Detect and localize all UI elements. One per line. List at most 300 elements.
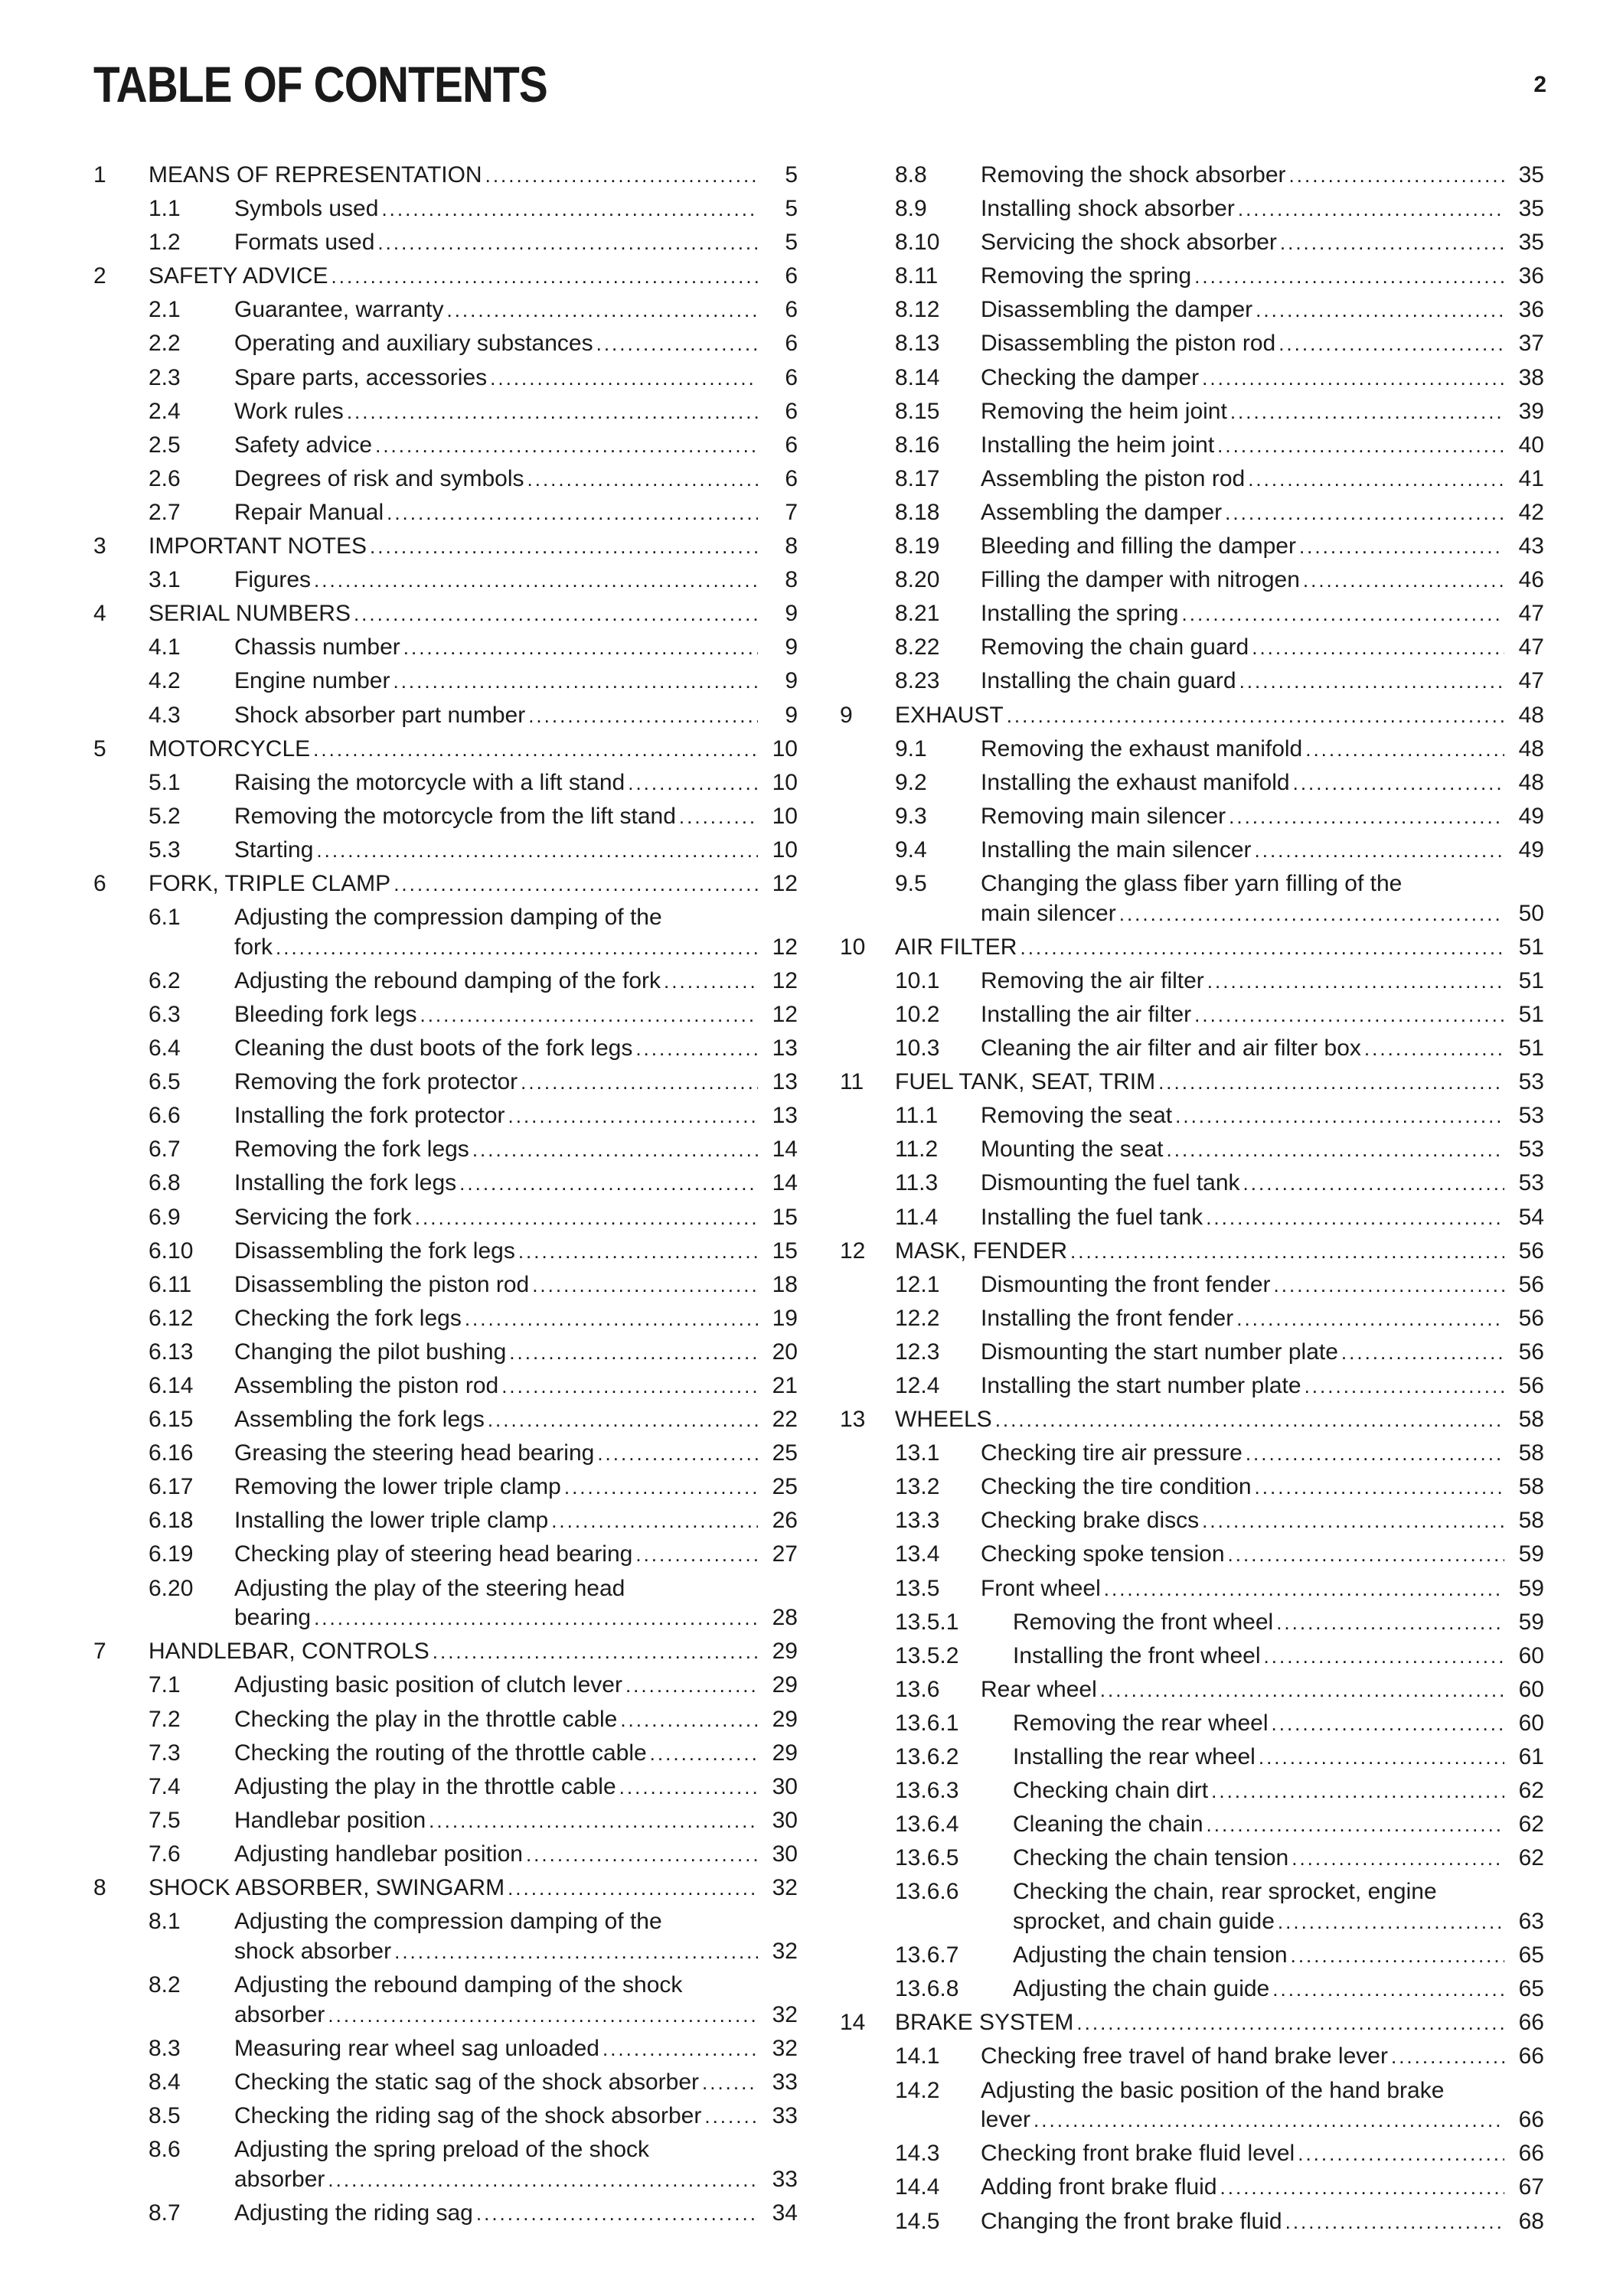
toc-entry[interactable] (93, 1135, 798, 1169)
toc-dot-leader (420, 1000, 758, 1030)
toc-entry[interactable] (93, 667, 798, 700)
toc-entry-title: Adjusting the spring preload of the shock (234, 2136, 650, 2162)
toc-entry-title: Adjusting the play of the steering head (234, 1575, 625, 1601)
toc-entry-page: 26 (772, 1508, 798, 1534)
toc-entry-number: 1.1 (149, 196, 181, 222)
toc-dot-leader (1255, 1473, 1504, 1502)
toc-dot-leader (1007, 701, 1504, 731)
toc-entry[interactable] (93, 431, 798, 465)
toc-entry[interactable] (840, 1844, 1544, 1877)
toc-entry[interactable] (93, 633, 798, 667)
toc-dot-leader (1291, 1941, 1504, 1971)
toc-entry-title: Installing the front wheel (1013, 1642, 1261, 1668)
toc-entry-number: 8.4 (149, 2069, 181, 2095)
toc-entry[interactable] (840, 1135, 1544, 1169)
toc-entry-page: 6 (785, 398, 798, 424)
toc-entry-title: Checking the play in the throttle cable (234, 1706, 618, 1732)
toc-entry-number: 8.9 (895, 196, 927, 222)
toc-entry-title: Installing shock absorber (981, 196, 1235, 222)
toc-dot-leader (314, 566, 758, 595)
toc-entry[interactable] (840, 1270, 1544, 1304)
toc-entry-title: Removing the fork protector (234, 1069, 518, 1095)
toc-entry-title: Removing the spring (981, 263, 1192, 289)
toc-entry[interactable] (840, 1506, 1544, 1540)
toc-entry-page: 21 (772, 1372, 798, 1398)
toc-entry-page: 59 (1518, 1575, 1544, 1601)
toc-entry-title: Formats used (234, 230, 375, 256)
toc-entry[interactable] (840, 802, 1544, 836)
toc-entry[interactable] (840, 768, 1544, 802)
toc-dot-leader (429, 1806, 758, 1836)
toc-dot-leader (1278, 1907, 1504, 1937)
toc-entry-number: 10.3 (895, 1035, 940, 1062)
toc-entry-title: Checking the chain tension (1013, 1845, 1289, 1871)
toc-entry-number: 13.6 (895, 1676, 940, 1702)
toc-entry[interactable] (93, 329, 798, 363)
toc-entry-number: 13.6.5 (895, 1845, 959, 1871)
toc-entry-title: EXHAUST (895, 702, 1004, 728)
toc-entry[interactable] (840, 1642, 1544, 1675)
toc-entry[interactable] (840, 1776, 1544, 1810)
toc-entry-page: 40 (1518, 432, 1544, 458)
toc-entry-title: Adjusting the play in the throttle cable (234, 1773, 616, 1799)
toc-entry-number: 8.2 (149, 1971, 181, 1998)
toc-entry[interactable] (93, 1169, 798, 1202)
toc-entry[interactable] (840, 2173, 1544, 2206)
toc-entry-title: Checking chain dirt (1013, 1778, 1209, 1804)
toc-entry[interactable] (840, 1000, 1544, 1034)
toc-entry[interactable] (93, 869, 798, 903)
toc-entry-title: AIR FILTER (895, 934, 1017, 960)
toc-entry-title: Installing the main silencer (981, 837, 1252, 863)
toc-entry[interactable] (840, 2042, 1544, 2076)
toc-entry-number: 3.1 (149, 567, 181, 593)
toc-entry[interactable] (93, 1371, 798, 1405)
toc-entry-title: Removing the lower triple clamp (234, 1474, 561, 1500)
toc-entry[interactable] (93, 1705, 798, 1739)
toc-entry[interactable] (93, 836, 798, 869)
toc-entry-title: Adjusting basic position of clutch lever (234, 1672, 622, 1698)
toc-entry-number: 5 (93, 735, 106, 762)
toc-entry-page: 29 (772, 1672, 798, 1698)
toc-entry-page: 51 (1518, 1035, 1544, 1062)
toc-entry-number: 5.3 (149, 837, 181, 863)
toc-entry-page: 25 (772, 1440, 798, 1466)
page-title: TABLE OF CONTENTS (93, 56, 547, 113)
toc-entry[interactable] (840, 1473, 1544, 1506)
toc-entry[interactable] (840, 566, 1544, 599)
toc-entry[interactable] (840, 532, 1544, 566)
toc-entry[interactable] (840, 1034, 1544, 1068)
toc-entry-title: Removing the rear wheel (1013, 1710, 1269, 1736)
toc-entry-number: 13.5.1 (895, 1609, 959, 1635)
toc-entry-number: 6.6 (149, 1103, 181, 1129)
toc-entry-page: 32 (772, 1938, 798, 1964)
toc-entry[interactable] (93, 1304, 798, 1338)
toc-entry[interactable] (93, 1506, 798, 1540)
toc-entry-page: 33 (772, 2069, 798, 2095)
toc-entry-page: 50 (1518, 900, 1544, 926)
toc-entry[interactable] (93, 1000, 798, 1034)
toc-dot-leader (415, 1203, 758, 1233)
toc-dot-leader (596, 329, 758, 359)
toc-entry[interactable] (93, 2034, 798, 2068)
toc-entry-number: 8.7 (149, 2200, 181, 2226)
toc-entry[interactable] (93, 1907, 798, 1971)
toc-entry[interactable] (93, 465, 798, 498)
toc-entry-number: 3 (93, 533, 106, 559)
toc-entry[interactable] (840, 2008, 1544, 2042)
toc-entry-page: 58 (1518, 1508, 1544, 1534)
toc-entry[interactable] (93, 1203, 798, 1237)
toc-entry[interactable] (93, 2102, 798, 2135)
toc-entry[interactable] (840, 1743, 1544, 1776)
toc-entry-title: sprocket, and chain guide (1013, 1909, 1275, 1935)
toc-entry-number: 8.23 (895, 668, 940, 694)
toc-entry[interactable] (840, 869, 1544, 933)
toc-entry-page: 15 (772, 1204, 798, 1230)
toc-dot-leader (509, 1338, 758, 1368)
toc-entry-title: IMPORTANT NOTES (149, 533, 367, 559)
toc-entry[interactable] (93, 1637, 798, 1671)
toc-entry[interactable] (93, 228, 798, 262)
toc-entry[interactable] (840, 933, 1544, 967)
toc-entry-page: 41 (1518, 465, 1544, 491)
toc-dot-leader (1272, 1975, 1504, 2004)
toc-entry-number: 13.2 (895, 1474, 940, 1500)
toc-entry[interactable] (93, 802, 798, 836)
toc-entry-title: Servicing the shock absorber (981, 230, 1277, 256)
toc-entry[interactable] (840, 465, 1544, 498)
toc-dot-leader (476, 2199, 758, 2229)
toc-dot-leader (433, 1637, 758, 1667)
toc-entry[interactable] (93, 364, 798, 397)
toc-entry[interactable] (840, 1405, 1544, 1439)
toc-dot-leader (1252, 633, 1504, 663)
toc-entry-number: 13.6.8 (895, 1976, 959, 2002)
toc-entry[interactable] (93, 1739, 798, 1773)
toc-entry[interactable] (93, 1034, 798, 1068)
toc-dot-leader (1255, 836, 1504, 866)
toc-dot-leader (564, 1473, 758, 1502)
toc-dot-leader (501, 1371, 758, 1401)
toc-entry-number: 6.3 (149, 1001, 181, 1027)
toc-entry-page: 32 (772, 2035, 798, 2061)
toc-entry-number: 6.12 (149, 1305, 194, 1331)
toc-dot-leader (393, 667, 758, 696)
toc-entry-title: Checking brake discs (981, 1508, 1200, 1534)
toc-entry[interactable] (840, 1068, 1544, 1101)
toc-dot-leader (1243, 1169, 1504, 1199)
toc-entry[interactable] (840, 1203, 1544, 1237)
toc-entry-page: 12 (772, 870, 798, 896)
toc-entry-page: 32 (772, 2001, 798, 2027)
toc-entry-title: Degrees of risk and symbols (234, 465, 524, 491)
toc-entry[interactable] (840, 735, 1544, 768)
toc-entry-title: Changing the pilot bushing (234, 1339, 507, 1365)
toc-entry[interactable] (93, 1101, 798, 1135)
toc-entry[interactable] (93, 2199, 798, 2232)
toc-entry-page: 60 (1518, 1676, 1544, 1702)
toc-entry-title: Installing the fork protector (234, 1103, 505, 1129)
toc-dot-leader (1289, 161, 1504, 191)
toc-entry-number: 11.1 (895, 1103, 939, 1129)
toc-entry-page: 66 (1518, 2141, 1544, 2167)
toc-entry-page: 58 (1518, 1440, 1544, 1466)
toc-entry[interactable] (93, 2135, 798, 2199)
toc-entry[interactable] (93, 1405, 798, 1439)
toc-entry-number: 9.3 (895, 803, 927, 829)
toc-entry-page: 29 (772, 1740, 798, 1766)
toc-entry-number: 1 (93, 162, 106, 188)
toc-entry[interactable] (93, 194, 798, 228)
toc-entry[interactable] (840, 1371, 1544, 1405)
toc-entry-page: 62 (1518, 1778, 1544, 1804)
toc-entry[interactable] (840, 1540, 1544, 1574)
toc-entry-page: 13 (772, 1069, 798, 1095)
toc-entry-number: 13.1 (895, 1440, 940, 1466)
toc-entry-title: Adjusting handlebar position (234, 1841, 523, 1867)
toc-entry-page: 34 (772, 2200, 798, 2226)
toc-entry[interactable] (93, 1773, 798, 1806)
toc-entry-number: 8.8 (895, 162, 927, 188)
toc-entry-page: 36 (1518, 297, 1544, 323)
toc-entry-page: 66 (1518, 2107, 1544, 2133)
toc-dot-leader (1305, 735, 1504, 765)
toc-entry-number: 13.6.1 (895, 1710, 959, 1736)
toc-dot-leader (1207, 1810, 1504, 1840)
toc-dot-leader (328, 2001, 758, 2030)
toc-entry-number: 8.18 (895, 499, 940, 525)
toc-dot-leader (635, 1034, 758, 1064)
toc-dot-leader (1182, 599, 1505, 629)
toc-dot-leader (664, 967, 758, 996)
toc-dot-leader (488, 1405, 758, 1435)
toc-entry[interactable] (93, 1840, 798, 1874)
toc-entry[interactable] (840, 194, 1544, 228)
toc-dot-leader (995, 1405, 1504, 1435)
toc-entry-title: Shock absorber part number (234, 702, 526, 728)
toc-dot-leader (650, 1739, 758, 1769)
toc-entry[interactable] (93, 397, 798, 431)
toc-entry-title: Dismounting the start number plate (981, 1339, 1338, 1365)
toc-entry-page: 19 (772, 1305, 798, 1331)
toc-entry[interactable] (840, 2207, 1544, 2241)
toc-entry[interactable] (93, 967, 798, 1000)
toc-entry-number: 9 (840, 702, 853, 728)
toc-entry-page: 63 (1518, 1909, 1544, 1935)
toc-entry-page: 9 (785, 668, 798, 694)
toc-entry[interactable] (840, 228, 1544, 262)
toc-entry[interactable] (93, 1473, 798, 1506)
toc-entry-title: BRAKE SYSTEM (895, 2010, 1074, 2036)
toc-entry-title: Checking free travel of hand brake lever (981, 2043, 1388, 2069)
toc-entry[interactable] (93, 1874, 798, 1907)
toc-entry-page: 30 (772, 1841, 798, 1867)
toc-dot-leader (1076, 2008, 1504, 2038)
toc-entry-page: 48 (1518, 735, 1544, 762)
toc-entry-page: 46 (1518, 567, 1544, 593)
toc-entry[interactable] (840, 262, 1544, 295)
toc-entry[interactable] (840, 1338, 1544, 1371)
toc-entry[interactable] (93, 1971, 798, 2034)
toc-entry[interactable] (840, 1975, 1544, 2008)
toc-entry-number: 12.1 (895, 1271, 940, 1297)
toc-entry-title: Safety advice (234, 432, 373, 458)
toc-entry[interactable] (93, 701, 798, 735)
toc-entry[interactable] (840, 1608, 1544, 1642)
toc-entry-number: 13.3 (895, 1508, 940, 1534)
toc-entry[interactable] (840, 701, 1544, 735)
toc-entry[interactable] (840, 633, 1544, 667)
toc-entry[interactable] (93, 498, 798, 532)
toc-dot-leader (403, 633, 758, 663)
toc-entry[interactable] (840, 1877, 1544, 1941)
toc-entry-number: 14.5 (895, 2208, 940, 2234)
toc-entry[interactable] (93, 735, 798, 768)
toc-entry-title: Handlebar position (234, 1807, 426, 1833)
toc-entry-title: Greasing the steering head bearing (234, 1440, 595, 1466)
toc-entry-title: Removing the fork legs (234, 1137, 469, 1163)
toc-entry-title: MOTORCYCLE (149, 735, 311, 762)
toc-entry[interactable] (93, 1338, 798, 1371)
toc-dot-leader (1194, 262, 1504, 292)
toc-entry-page: 56 (1518, 1238, 1544, 1264)
toc-entry[interactable] (93, 1574, 798, 1638)
toc-entry[interactable] (840, 1810, 1544, 1844)
toc-entry-number: 8.20 (895, 567, 940, 593)
toc-dot-leader (328, 2165, 758, 2195)
toc-entry[interactable] (840, 1101, 1544, 1135)
toc-entry-page: 6 (785, 432, 798, 458)
toc-entry-number: 2.5 (149, 432, 181, 458)
toc-entry-title: Installing the rear wheel (1013, 1744, 1256, 1770)
toc-entry[interactable] (93, 2068, 798, 2102)
toc-entry[interactable] (840, 397, 1544, 431)
toc-entry[interactable] (93, 295, 798, 329)
toc-entry-title: bearing (234, 1605, 312, 1631)
toc-entry[interactable] (840, 1304, 1544, 1338)
toc-entry-page: 67 (1518, 2174, 1544, 2200)
toc-entry[interactable] (840, 836, 1544, 869)
toc-entry-number: 6.10 (149, 1238, 194, 1264)
toc-entry[interactable] (840, 2139, 1544, 2173)
toc-entry-number: 6.18 (149, 1508, 194, 1534)
toc-entry[interactable] (93, 1270, 798, 1304)
toc-entry-page: 15 (772, 1238, 798, 1264)
toc-entry-page: 10 (772, 803, 798, 829)
toc-entry-number: 8.6 (149, 2136, 181, 2162)
toc-entry-page: 47 (1518, 601, 1544, 627)
toc-entry-number: 14.1 (895, 2043, 940, 2069)
toc-dot-leader (526, 1840, 758, 1870)
toc-entry-page: 58 (1518, 1407, 1544, 1433)
toc-entry[interactable] (840, 498, 1544, 532)
toc-entry[interactable] (840, 599, 1544, 633)
toc-entry-number: 13.4 (895, 1541, 940, 1567)
toc-entry-number: 7.6 (149, 1841, 181, 1867)
toc-entry-page: 30 (772, 1773, 798, 1799)
toc-dot-leader (1278, 329, 1504, 359)
toc-entry-page: 59 (1518, 1541, 1544, 1567)
toc-entry[interactable] (840, 667, 1544, 700)
toc-entry[interactable] (840, 295, 1544, 329)
toc-dot-leader (1211, 1776, 1504, 1806)
toc-entry[interactable] (93, 532, 798, 566)
toc-entry[interactable] (840, 329, 1544, 363)
toc-entry[interactable] (840, 364, 1544, 397)
toc-entry-page: 6 (785, 263, 798, 289)
toc-entry-number: 4.3 (149, 702, 181, 728)
toc-entry-title: Spare parts, accessories (234, 364, 488, 390)
toc-column-right (840, 161, 1544, 2241)
toc-entry-page: 29 (772, 1639, 798, 1665)
toc-entry[interactable] (93, 1439, 798, 1473)
toc-entry-page: 47 (1518, 634, 1544, 660)
toc-entry-number: 8.1 (149, 1909, 181, 1935)
toc-entry[interactable] (840, 1574, 1544, 1608)
toc-entry-number: 8.3 (149, 2035, 181, 2061)
toc-entry-page: 30 (772, 1807, 798, 1833)
toc-entry[interactable] (93, 903, 798, 967)
toc-entry-page: 5 (785, 230, 798, 256)
toc-entry[interactable] (840, 2076, 1544, 2140)
toc-entry[interactable] (93, 1806, 798, 1840)
toc-entry-title: Cleaning the air filter and air filter box (981, 1035, 1361, 1062)
toc-entry-page: 48 (1518, 769, 1544, 795)
toc-dot-leader (1225, 498, 1504, 528)
toc-entry[interactable] (840, 1439, 1544, 1473)
toc-entry-title: Adjusting the compression damping of the (234, 905, 662, 931)
toc-entry[interactable] (93, 566, 798, 599)
toc-entry-page: 37 (1518, 331, 1544, 357)
toc-entry[interactable] (840, 1675, 1544, 1709)
toc-dot-leader (354, 599, 758, 629)
toc-entry[interactable] (840, 967, 1544, 1000)
toc-entry[interactable] (93, 1671, 798, 1704)
toc-entry-number: 12 (840, 1238, 866, 1264)
toc-entry-title: Checking the damper (981, 364, 1200, 390)
toc-entry[interactable] (93, 161, 798, 194)
toc-entry[interactable] (840, 1709, 1544, 1743)
toc-entry[interactable] (93, 1068, 798, 1101)
toc-entry[interactable] (93, 262, 798, 295)
toc-entry-number: 12.2 (895, 1305, 940, 1331)
toc-entry[interactable] (840, 1941, 1544, 1975)
toc-dot-leader (1274, 1270, 1504, 1300)
toc-entry[interactable] (840, 1237, 1544, 1270)
toc-entry[interactable] (840, 161, 1544, 194)
toc-entry[interactable] (93, 1237, 798, 1270)
toc-dot-leader (628, 768, 758, 798)
toc-entry-number: 6.8 (149, 1170, 181, 1196)
toc-entry[interactable] (93, 1540, 798, 1574)
toc-entry[interactable] (93, 599, 798, 633)
toc-entry-title: Symbols used (234, 196, 379, 222)
toc-entry-title: Changing the front brake fluid (981, 2208, 1282, 2234)
toc-entry-title: Dismounting the front fender (981, 1271, 1271, 1297)
toc-entry-title: Removing main silencer (981, 803, 1226, 829)
toc-entry[interactable] (93, 768, 798, 802)
toc-entry-title: Figures (234, 567, 312, 593)
toc-entry-title: Checking the routing of the throttle cable (234, 1740, 647, 1766)
toc-entry-page: 56 (1518, 1271, 1544, 1297)
toc-entry-number: 6.20 (149, 1575, 194, 1601)
toc-entry[interactable] (840, 431, 1544, 465)
toc-entry-title: Disassembling the damper (981, 297, 1253, 323)
toc-entry-number: 11.3 (895, 1170, 939, 1196)
toc-entry[interactable] (840, 1169, 1544, 1202)
